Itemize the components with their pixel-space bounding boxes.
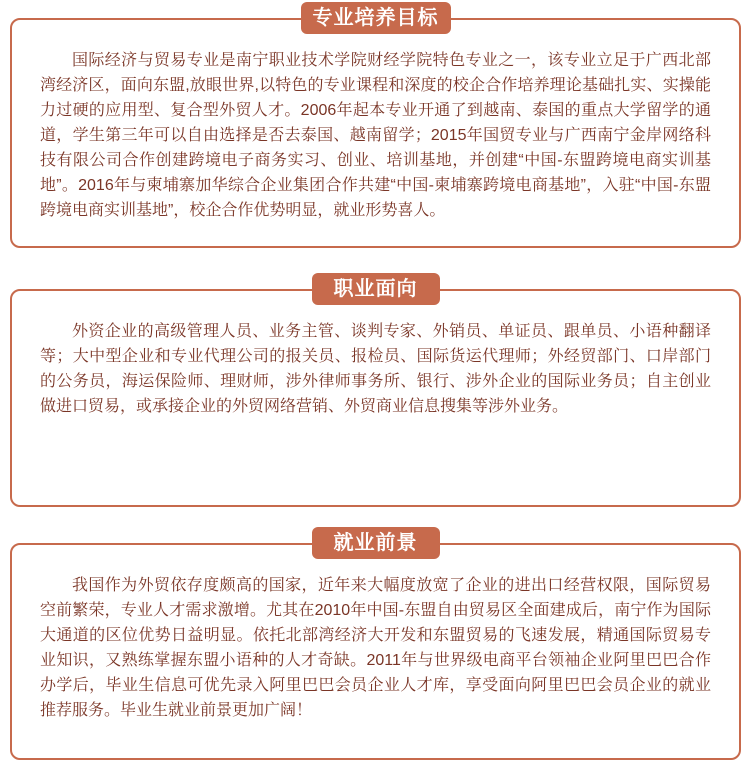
section-card [10,543,741,760]
section-title-badge: 就业前景 [312,527,440,559]
section-title-badge: 专业培养目标 [301,2,451,34]
section-title-badge: 职业面向 [312,273,440,305]
section-body-text: 国际经济与贸易专业是南宁职业技术学院财经学院特色专业之一，该专业立足于广西北部湾经济区，面向东盟,放眼世界,以特色的专业课程和深度的校企合作培养理论基础扎实、实操能力过硬的应用型、复合型外贸人才。2006年起本专业开通了到越南、泰国的重点大学留学的通道，学生第三年可以自由选择是否去泰国、越南留学；2015年国贸专业与广西南宁金岸网络科技有限公司合作创建跨境电子商务实习、创业、培训基地，并创建“中国-东盟跨境电商实训基地”。2016年与柬埔寨加华综合企业集团合作共建“中国-柬埔寨跨境电商基地”，入驻“中国-东盟跨境电商实训基地”，校企合作优势明显，就业形势喜人。 [40,52,711,219]
section-body-text: 我国作为外贸依存度颇高的国家，近年来大幅度放宽了企业的进出口经营权限，国际贸易空前繁荣，专业人才需求激增。尤其在2010年中国-东盟自由贸易区全面建成后，南宁作为国际大通道的区位优势日益明显。依托北部湾经济大开发和东盟贸易的飞速发展，精通国际贸易专业知识，又熟练掌握东盟小语种的人才奇缺。2011年与世界级电商平台领袖企业阿里巴巴合作办学后，毕业生信息可优先录入阿里巴巴会员企业人才库，享受面向阿里巴巴会员企业的就业推荐服务。毕业生就业前景更加广阔！ [40,577,711,719]
section-employment-prospects [10,527,741,760]
section-career-orientation [10,273,741,507]
badge-row [10,527,741,559]
section-card [10,289,741,507]
section-card [10,18,741,248]
section-body-text: 外资企业的高级管理人员、业务主管、谈判专家、外销员、单证员、跟单员、小语种翻译等；大中型企业和专业代理公司的报关员、报检员、国际货运代理师；外经贸部门、口岸部门的公务员，海运保险师、理财师，涉外律师事务所、银行、涉外企业的国际业务员；自主创业做进口贸易，或承接企业的外贸网络营销、外贸商业信息搜集等涉外业务。 [40,323,711,415]
badge-row [10,2,741,34]
badge-row [10,273,741,305]
section-training-objectives [10,2,741,248]
